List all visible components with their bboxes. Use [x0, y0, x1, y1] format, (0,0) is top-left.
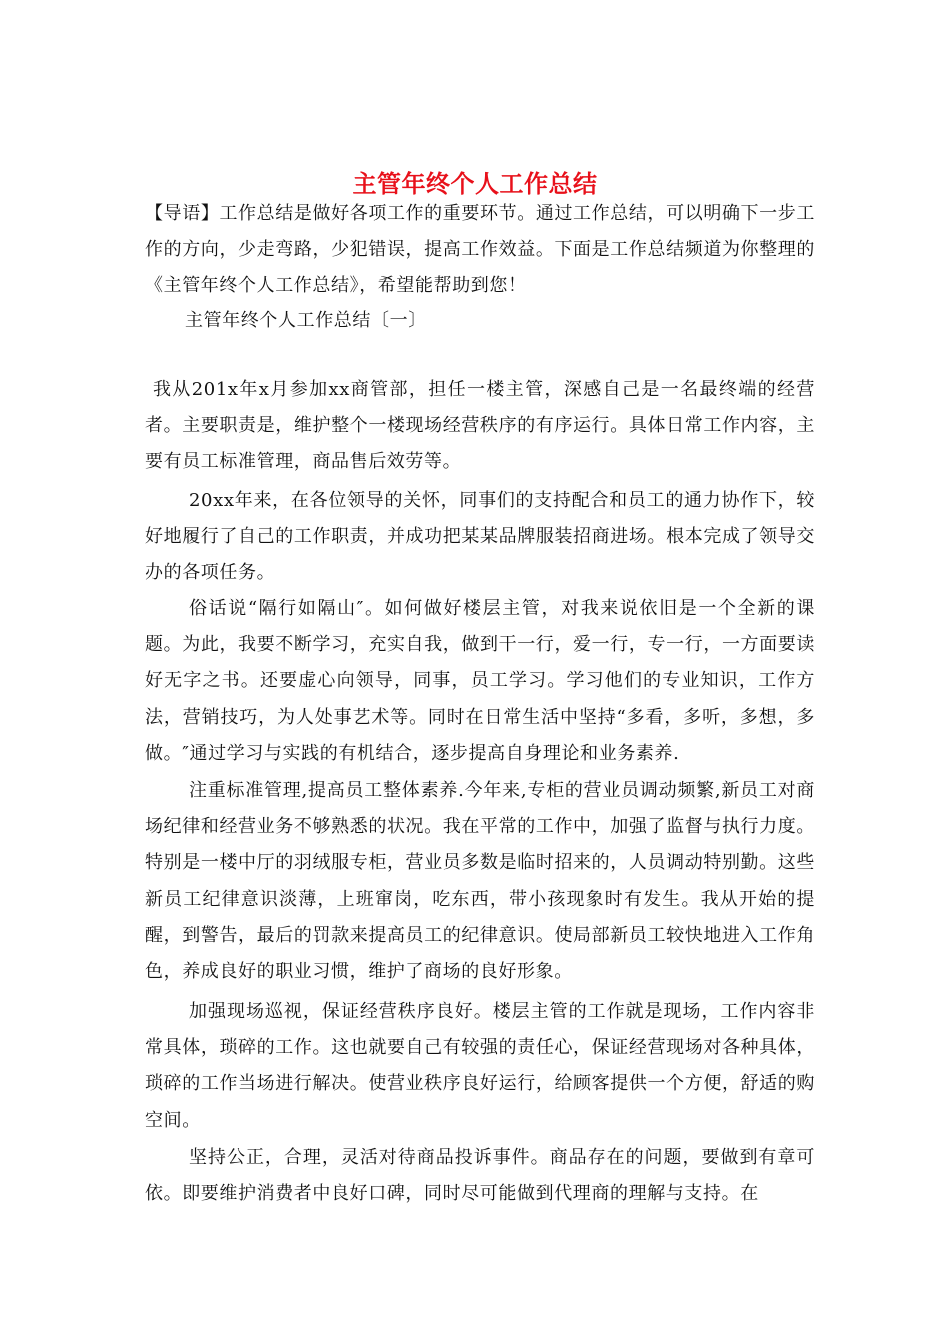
section-subtitle: 主管年终个人工作总结〔一〕 — [185, 310, 427, 331]
intro-paragraph: 【导语】工作总结是做好各项工作的重要环节。通过工作总结，可以明确下一步工作的方向，少走弯路，少犯错误，提高工作效益。下面是工作总结频道为你整理的《主管年终个人工作总结》，希望能帮助到您！ — [145, 203, 815, 297]
document-title: 主管年终个人工作总结 — [352, 169, 598, 199]
body-paragraph-1: 我从201x年x月参加xx商管部，担任一楼主管，深感自己是一名最终端的经营者。主要职责是，维护整个一楼现场经营秩序的有序运行。具体日常工作内容，主要有员工标准管理，商品售后效劳等。 — [145, 379, 815, 473]
body-paragraph-2: 20xx年来，在各位领导的关怀，同事们的支持配合和员工的通力协作下，较好地履行了自己的工作职责，并成功把某某品牌服装招商进场。根本完成了领导交办的各项任务。 — [145, 490, 815, 584]
body-paragraph-6: 坚持公正，合理，灵活对待商品投诉事件。商品存在的问题，要做到有章可依。即要维护消费者中良好口碑，同时尽可能做到代理商的理解与支持。在 — [145, 1147, 815, 1205]
body-paragraph-3: 俗话说“隔行如隔山″。如何做好楼层主管，对我来说依旧是一个全新的课题。为此，我要不断学习，充实自我，做到干一行，爱一行，专一行，一方面要读好无字之书。还要虚心向领导，同事，员工学习。学习他们的专业知识，工作方法，营销技巧，为人处事艺术等。同时在日常生活中坚持“多看，多听，多想，多做。″通过学习与实践的有机结合，逐步提高自身理论和业务素养. — [145, 598, 815, 764]
body-paragraph-4: 注重标准管理,提高员工整体素养.今年来,专柜的营业员调动频繁,新员工对商场纪律和经营业务不够熟悉的状况。我在平常的工作中，加强了监督与执行力度。特别是一楼中厅的羽绒服专柜，营业员多数是临时招来的，人员调动特别勤。这些新员工纪律意识淡薄，上班窜岗，吃东西，带小孩现象时有发生。我从开始的提醒，到警告，最后的罚款来提高员工的纪律意识。使局部新员工较快地进入工作角色，养成良好的职业习惯，维护了商场的良好形象。 — [145, 780, 815, 983]
body-paragraph-5: 加强现场巡视，保证经营秩序良好。楼层主管的工作就是现场，工作内容非常具体，琐碎的工作。这也就要自己有较强的责任心，保证经营现场对各种具体，琐碎的工作当场进行解决。使营业秩序良好运行，给顾客提供一个方便，舒适的购空间。 — [145, 1001, 815, 1131]
